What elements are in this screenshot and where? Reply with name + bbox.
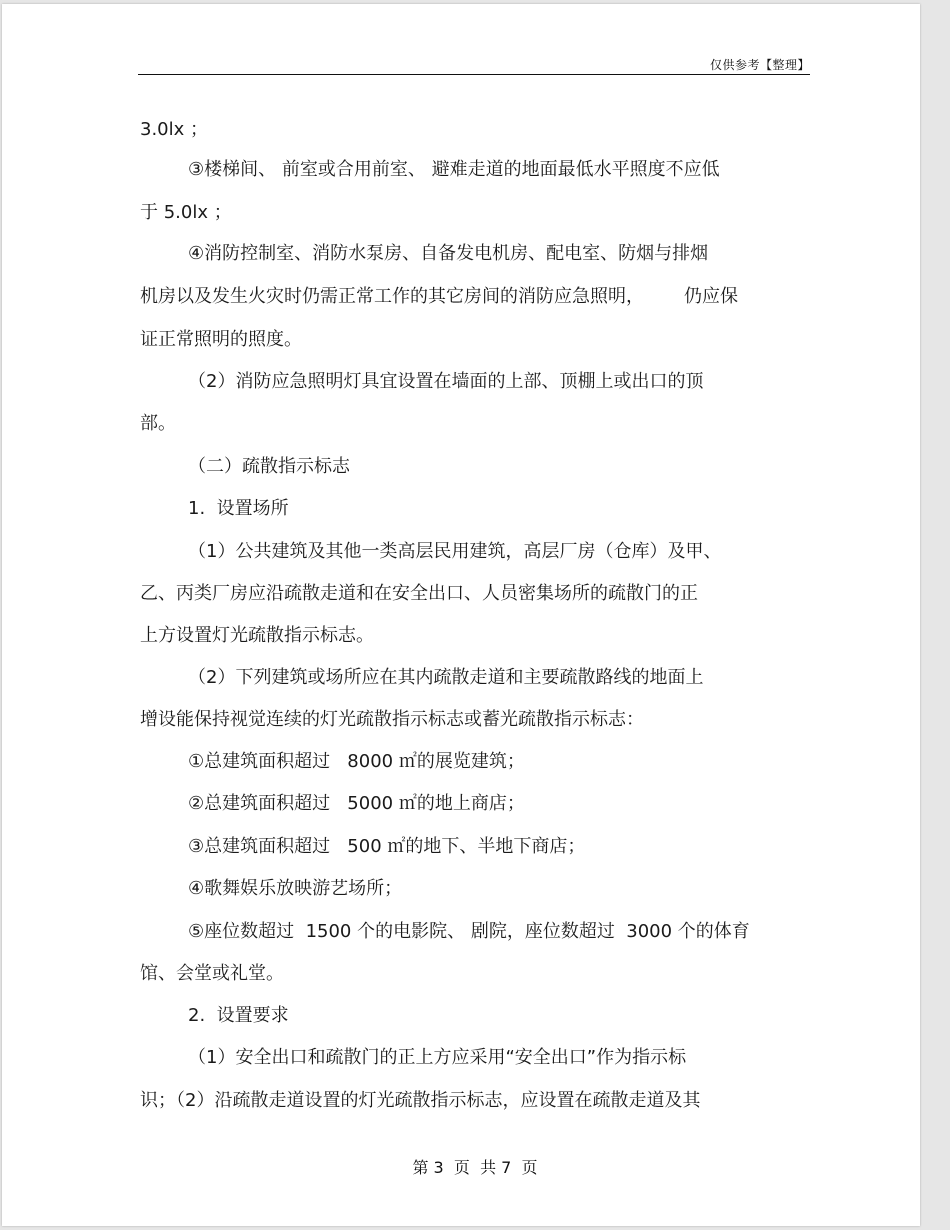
body-line: 证正常照明的照度。 — [140, 329, 302, 350]
body-line: 上方设置灯光疏散指示标志。 — [140, 625, 374, 646]
header-rule — [138, 74, 810, 75]
body-line: 1. 设置场所 — [188, 498, 289, 519]
document-page — [2, 4, 920, 1226]
body-line: ⑤座位数超过 1500 个的电影院、 剧院，座位数超过 3000 个的体育 — [188, 921, 750, 942]
body-line: 3.0lx ； — [140, 119, 209, 140]
body-line: 部。 — [140, 413, 176, 434]
body-line: 2. 设置要求 — [188, 1005, 289, 1026]
body-line: ①总建筑面积超过 8000 ㎡的展览建筑； — [188, 751, 525, 772]
body-line: 乙、丙类厂房应沿疏散走道和在安全出口、人员密集场所的疏散门的正 — [140, 583, 698, 604]
body-line: （2）消防应急照明灯具宜设置在墙面的上部、顶棚上或出口的顶 — [188, 371, 704, 392]
body-line: ③总建筑面积超过 500 ㎡的地下、半地下商店； — [188, 836, 586, 857]
body-line: 增设能保持视觉连续的灯光疏散指示标志或蓄光疏散指示标志： — [140, 709, 644, 730]
page-footer: 第 3 页 共 7 页 — [412, 1158, 538, 1177]
body-line: 于 5.0lx ； — [140, 202, 232, 223]
body-line: 馆、会堂或礼堂。 — [140, 963, 284, 984]
page-header: 仅供参考【整理】 — [709, 58, 810, 72]
body-line: （1）安全出口和疏散门的正上方应采用“安全出口”作为指示标 — [188, 1047, 687, 1068]
body-line: （2）下列建筑或场所应在其内疏散走道和主要疏散路线的地面上 — [188, 667, 704, 688]
body-line: 识；（2）沿疏散走道设置的灯光疏散指示标志，应设置在疏散走道及其 — [140, 1090, 701, 1111]
body-line: ②总建筑面积超过 5000 ㎡的地上商店； — [188, 793, 525, 814]
body-line: 机房以及发生火灾时仍需正常工作的其它房间的消防应急照明， 仍应保 — [140, 286, 739, 307]
body-line: （二）疏散指示标志 — [188, 456, 350, 477]
body-line: ③楼梯间、 前室或合用前室、 避难走道的地面最低水平照度不应低 — [188, 159, 720, 180]
body-line: ④歌舞娱乐放映游艺场所； — [188, 878, 403, 899]
body-line: （1）公共建筑及其他一类高层民用建筑，高层厂房（仓库）及甲、 — [188, 541, 722, 562]
body-line: ④消防控制室、消防水泵房、自备发电机房、配电室、防烟与排烟 — [188, 243, 709, 264]
